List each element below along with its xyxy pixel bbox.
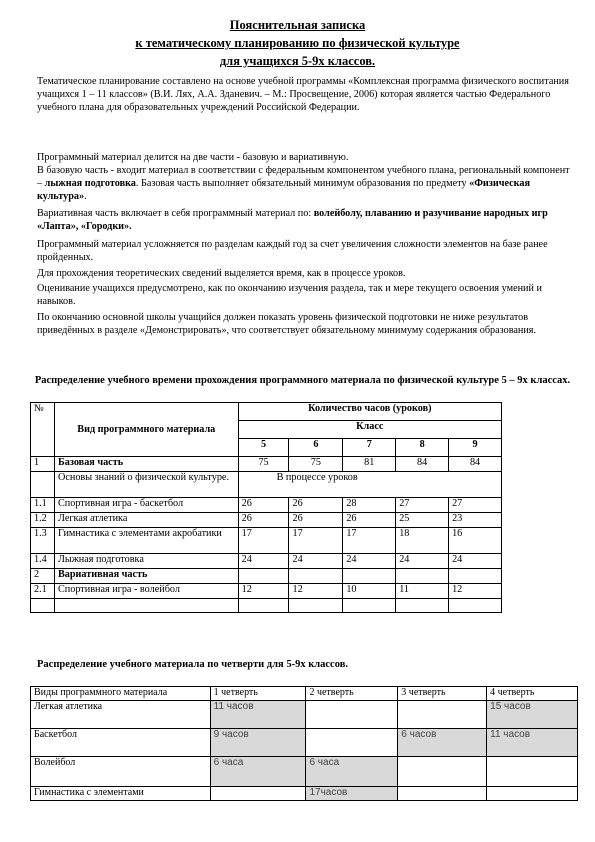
quarters-table <box>30 686 578 801</box>
class-7: 7 <box>343 439 396 457</box>
doc-subtitle: к тематическому планированию по физической культуре <box>135 36 460 50</box>
row-value: 27 <box>396 498 449 513</box>
row-name: Баскетбол <box>31 729 211 757</box>
row-num <box>31 472 55 498</box>
header-num: № <box>31 403 55 457</box>
row-value: 12 <box>238 584 289 599</box>
paragraph-parts: Программный материал делится на две части - базовую и вариативную. <box>37 152 349 163</box>
table1-caption: Распределение учебного времени прохождения программного материала по физической культуре 5 – 9х классах. <box>34 375 571 386</box>
table-row <box>31 528 502 554</box>
row-value: 24 <box>289 554 343 569</box>
quarter-cell <box>487 787 578 801</box>
row-name: Спортивная игра - волейбол <box>54 584 238 599</box>
row-value: 10 <box>343 584 396 599</box>
row-value: 18 <box>396 528 449 554</box>
paragraph-variative: Вариативная часть включает в себя программный материал по: волейболу, плаванию и разучивание народных игр «Лапта», «Городки». <box>37 208 548 232</box>
row-value <box>289 599 343 613</box>
table-row <box>31 513 502 528</box>
row-num <box>31 599 55 613</box>
header-q1: 1 четверть <box>210 687 306 701</box>
quarter-cell: 11 часов <box>210 701 306 729</box>
row-num: 2.1 <box>31 584 55 599</box>
quarter-cell: 15 часов <box>487 701 578 729</box>
row-value: 81 <box>343 457 396 472</box>
header-type: Вид программного материала <box>54 403 238 457</box>
row-name: Вариативная часть <box>54 569 238 584</box>
table-row <box>31 701 578 729</box>
row-value <box>396 569 449 584</box>
row-name <box>54 599 238 613</box>
paragraph-base: В базовую часть - входит материал в соответствии с федеральным компонентом учебного плана, региональный компонент – лыжная подготовка. Базовая часть выполняет обязательный минимум образования по предмету «Физическая культура». <box>37 165 570 202</box>
quarter-cell: 17часов <box>306 787 398 801</box>
row-value: 27 <box>449 498 502 513</box>
row-name: Основы знаний о физической культуре. <box>54 472 238 498</box>
class-9: 9 <box>449 439 502 457</box>
quarter-cell <box>398 701 487 729</box>
quarter-cell <box>306 729 398 757</box>
row-value: 12 <box>449 584 502 599</box>
quarter-cell: 9 часов <box>210 729 306 757</box>
row-value: 28 <box>343 498 396 513</box>
row-name: Легкая атлетика <box>31 701 211 729</box>
header-type: Виды программного материала <box>31 687 211 701</box>
row-value: 16 <box>449 528 502 554</box>
table-row <box>31 498 502 513</box>
paragraph-intro: Тематическое планирование составлено на основе учебной программы «Комплексная программа физического воспитания учащихся 1 – 11 классов» (В.И. Лях, А.А. Зданевич. – М.: Просвещение, 2006) которая является частью Федерального учебного плана для образовательных учреждений Российской Федерации. <box>37 76 569 113</box>
quarter-cell <box>398 757 487 787</box>
row-value: 17 <box>343 528 396 554</box>
hours-table <box>30 402 502 613</box>
quarter-cell: 6 часа <box>210 757 306 787</box>
row-value <box>343 569 396 584</box>
table-row <box>31 584 502 599</box>
table-row <box>31 599 502 613</box>
quarter-cell <box>306 701 398 729</box>
row-num: 2 <box>31 569 55 584</box>
row-value <box>396 599 449 613</box>
quarter-cell: 11 часов <box>487 729 578 757</box>
row-value: 24 <box>238 554 289 569</box>
row-value: 26 <box>289 498 343 513</box>
table-row <box>31 472 502 498</box>
row-value: 23 <box>449 513 502 528</box>
row-value: 17 <box>289 528 343 554</box>
row-name: Гимнастика с элементами акробатики <box>54 528 238 554</box>
row-value <box>343 599 396 613</box>
row-value: 84 <box>396 457 449 472</box>
quarter-cell: 6 часа <box>306 757 398 787</box>
row-value <box>289 569 343 584</box>
quarter-cell <box>210 787 306 801</box>
row-num: 1.1 <box>31 498 55 513</box>
header-q4: 4 четверть <box>487 687 578 701</box>
row-value: 24 <box>396 554 449 569</box>
row-value: 12 <box>289 584 343 599</box>
table-row <box>31 787 578 801</box>
row-num: 1.4 <box>31 554 55 569</box>
header-q2: 2 четверть <box>306 687 398 701</box>
table2-caption: Распределение учебного материала по четверти для 5-9х классов. <box>37 659 348 670</box>
row-name: Волейбол <box>31 757 211 787</box>
quarter-cell <box>487 757 578 787</box>
row-value: 17 <box>238 528 289 554</box>
row-value: 24 <box>343 554 396 569</box>
table-row <box>31 569 502 584</box>
row-name: Легкая атлетика <box>54 513 238 528</box>
row-value: 26 <box>289 513 343 528</box>
quarter-cell: 6 часов <box>398 729 487 757</box>
table-row <box>31 757 578 787</box>
row-num: 1.2 <box>31 513 55 528</box>
table-row <box>31 457 502 472</box>
row-value: 11 <box>396 584 449 599</box>
quarter-cell <box>398 787 487 801</box>
row-name: Базовая часть <box>54 457 238 472</box>
paragraph-assessment: Оценивание учащихся предусмотрено, как по окончанию изучения раздела, так и мере текущего освоения умений и навыков. <box>37 283 542 307</box>
row-value: 75 <box>289 457 343 472</box>
class-5: 5 <box>238 439 289 457</box>
row-value: 26 <box>343 513 396 528</box>
row-value: 24 <box>449 554 502 569</box>
row-value: 75 <box>238 457 289 472</box>
row-value: 26 <box>238 498 289 513</box>
row-value: 84 <box>449 457 502 472</box>
class-6: 6 <box>289 439 343 457</box>
row-value <box>238 599 289 613</box>
row-name: Лыжная подготовка <box>54 554 238 569</box>
row-value: 25 <box>396 513 449 528</box>
paragraph-theory: Для прохождения теоретических сведений выделяется время, как в процессе уроков. <box>37 268 406 279</box>
row-num: 1.3 <box>31 528 55 554</box>
row-num: 1 <box>31 457 55 472</box>
header-hours: Количество часов (уроков) <box>238 403 501 421</box>
doc-title: Пояснительная записка <box>229 18 366 32</box>
row-value <box>449 599 502 613</box>
row-value <box>238 569 289 584</box>
paragraph-outcome: По окончанию основной школы учащийся должен показать уровень физической подготовки не ниже результатов приведённых в разделе «Демонстрировать», что соответствует обязательному минимуму содержания образования. <box>37 312 537 336</box>
paragraph-complexity: Программный материал усложняется по разделам каждый год за счет увеличения сложности элементов на базе ранее пройденных. <box>37 239 548 263</box>
header-class: Класс <box>238 421 501 439</box>
row-value <box>449 569 502 584</box>
class-8: 8 <box>396 439 449 457</box>
table-row <box>31 554 502 569</box>
row-value: 26 <box>238 513 289 528</box>
doc-subtitle-2: для учащихся 5-9х классов. <box>219 54 376 68</box>
row-name: Гимнастика с элементами <box>31 787 211 801</box>
row-note: В процессе уроков <box>238 472 501 498</box>
header-q3: 3 четверть <box>398 687 487 701</box>
table-row <box>31 729 578 757</box>
row-name: Спортивная игра - баскетбол <box>54 498 238 513</box>
